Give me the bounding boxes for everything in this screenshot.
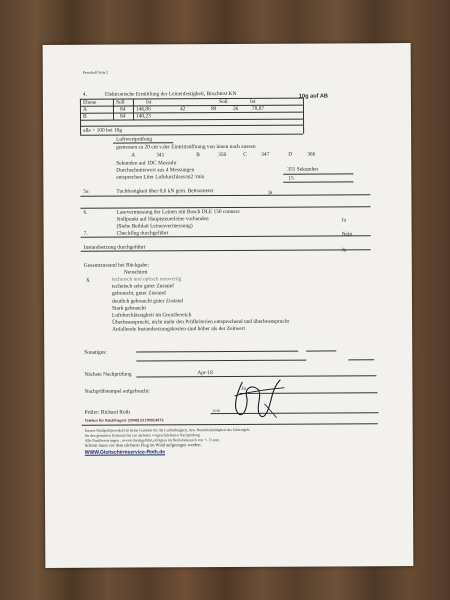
gesamt-item: deutlich gebraucht guter Zustand (111, 298, 184, 305)
table-row: A 84 146,86 42 89 26 78,87 (82, 105, 265, 113)
section-5a-value: ja (268, 189, 273, 196)
col-ebene: Ebene (82, 99, 97, 106)
section-4-number: 4. (82, 91, 87, 98)
gesamt-item: Anfallende Instandsetzungskosten sind höher als der Zeitwert (112, 325, 246, 333)
date-value: 2016 (212, 409, 221, 414)
gesamt-item: Luftdurchlässigkeit im Grenzbereich (112, 312, 192, 319)
section-6-line-3: (Siehe Beiblatt Leinenvermessung) (116, 223, 193, 230)
website-link[interactable]: WWW.Gleitschirmservice-Roth.de (84, 449, 166, 456)
table-note: alle > 100 bei 10g (83, 127, 123, 134)
luft-value-b: 350 (218, 152, 227, 159)
disclaimer-line: Unsere Nachprüfprotokoll ist keine Garantie für die Lufttüchtigkeit, bzw. Betriebstüchtigkeit des Gleitsegels (84, 427, 250, 433)
col-soll-2: Soll (218, 98, 228, 106)
luft-line-1: gemessen ca 20 cm v.der Eintrittsöffnung von innen nach aussen (116, 143, 256, 151)
luft-line-3: Durchschnittswert aus 4 Messungen (116, 167, 195, 174)
table-row: B 84 140,23 (82, 113, 151, 120)
section-7-value: Nein (341, 231, 353, 238)
section-7-number: 7. (83, 230, 88, 237)
sonstiges-label: Sonatiges: (84, 349, 107, 356)
section-4-title: Elektronische Ermittlung der Leinenfestigkeit, Bruchtest KN (104, 90, 237, 98)
gesamt-item: technisch und optisch neuwertig (111, 276, 182, 283)
gesamt-item: Neuschirm (123, 269, 148, 276)
section-6-line-1: Lasevermessung der Leinen mit Bosch DLE 150 connect (116, 208, 240, 216)
section-6-value: Ja (341, 217, 347, 224)
signature-image (224, 374, 294, 424)
gesamt-title: Gesamtzustand bei Rückgabe: (83, 262, 150, 269)
section-5a-text: Tuchfestigkeit über 0,6 kN gem. Bettsometer (116, 188, 214, 195)
luft-liters: 15 (288, 175, 294, 182)
luft-average: 351 Sekunden (287, 166, 319, 173)
section-5a-number: 5a (83, 188, 89, 195)
section-6-line-2: Nullpunkt auf Hauptsteuerleine vorhanden (116, 216, 209, 223)
gesamt-item: Stark gebraucht (111, 305, 147, 312)
col-ist-2: Ist (249, 98, 256, 105)
gesamt-mark: X (85, 277, 90, 284)
disclaimer-line: Schirm muss vor dem nächsten Flug im Wind aufgezogen werden. (84, 442, 202, 448)
document-page: Protokoll Seite 2 4. Elektronische Ermittlung der Leinenfestigkeit, Bruchtest KN 10g auf AB Ebene Soll Ist Soll Ist A 84 146,86 42 89 26 78,87 B 84 140,23 alle > 100 bei 10g Luftwertprüfung gemessen ca 20 cm v.der Eintrittsöffnung von innen nach aussen A 341 B 350 C 347 D 366 Sekunden auf JDC Messuhr Durchschnittswert aus 4 Messungen 351 Sekunden entsprechen Liter Luftdurchlass/m2 /min 15 5a Tuchfestigkeit über 0,6 kN gem. Bettsometer ja 6. Lasevermessung der Leinen mit Bosch DLE 150 connect Nullpunkt auf Hauptsteuerleine vorhanden Ja (Siehe Beiblatt Leinenvermessung) 7. Checkflug durchgeführt Nein Instandsetzung durchgeführt Ja Gesamtzustand bei Rückgabe: X Neuschirm technisch und optisch neuwertig technisch sehr guter Zustand gebraucht, guter Zustand deutlich gebraucht guter Zustand Stark gebraucht Luftdurchlässigkeit im Grenzbereich Überbeansprucht, nicht mehr den Prüfkriterien entsprechend und überbeansprucht Anfallende Instandsetzungskosten sind höher als der Zeitwert Sonatiges: Nächste Nachprüfung Apr-18 Nachprüfstempel aufgebracht: Ja 2016 Prüfer: Richard Roth Telefon für Rückfragen: (0049) 01709914973 Unsere Nachprüfprotokoll ist keine Garantie für die Lufttüchtigkeit, bzw. Betriebstüchtigkeit des Gleitsegels für den gesamten Zeitraum bis zur nächsten vorgeschriebenen Nachprüfung Alle Nachbesserungen , soweit durchgeführt,erfolgten im Betriebsbereich von +- 15 mm Schirm muss vor dem nächsten Flug im Wind aufgezogen werden. WWW.Gleitschirmservice-Roth.de (43, 43, 414, 568)
pruefer-name: Prüfer: Richard Roth (84, 409, 130, 416)
stempel-value: Ja (241, 385, 246, 392)
section-7-text: Checkflug durchgeführt (116, 230, 169, 237)
gesamt-item: Überbeansprucht, nicht mehr den Prüfkriterien entsprechend und überbeansprucht (112, 318, 290, 326)
luft-title: Luftwertprüfung (116, 136, 153, 143)
gesamt-item: technisch sehr guter Zustand (111, 283, 174, 290)
instand-value: Ja (341, 247, 347, 254)
col-ist-1: Ist (145, 99, 152, 106)
col-soll-1: Soll (115, 99, 125, 106)
telefon-line: Telefon für Rückfragen: (0049) 01709914973 (84, 418, 164, 423)
luft-line-2: Sekunden auf JDC Messuhr (116, 160, 177, 167)
luft-value-a: 341 (156, 152, 165, 159)
luft-value-c: 347 (261, 151, 270, 158)
section-4-result: 10g auf AB (298, 93, 328, 100)
instand-text: Instandsetzung durchgeführt (83, 244, 146, 251)
section-6-number: 6. (83, 209, 88, 216)
disclaimer-line: Alle Nachbesserungen , soweit durchgeführt,erfolgten im Betriebsbereich von +- 15 mm (84, 438, 220, 443)
nachpruefung-label: Nächste Nachprüfung (84, 371, 132, 378)
page-reference: Protokoll Seite 2 (82, 70, 109, 75)
luft-value-d: 366 (307, 151, 316, 158)
disclaimer-line: für den gesamten Zeitraum bis zur nächsten vorgeschriebenen Nachprüfung (84, 433, 200, 438)
stempel-label: Nachprüfstempel aufgebracht: (84, 388, 150, 395)
nachpruefung-value: Apr-18 (197, 370, 213, 377)
gesamt-item: gebraucht, guter Zustand (111, 290, 166, 297)
luft-line-4: entsprechen Liter Luftdurchlass/m2 /min (116, 174, 205, 181)
